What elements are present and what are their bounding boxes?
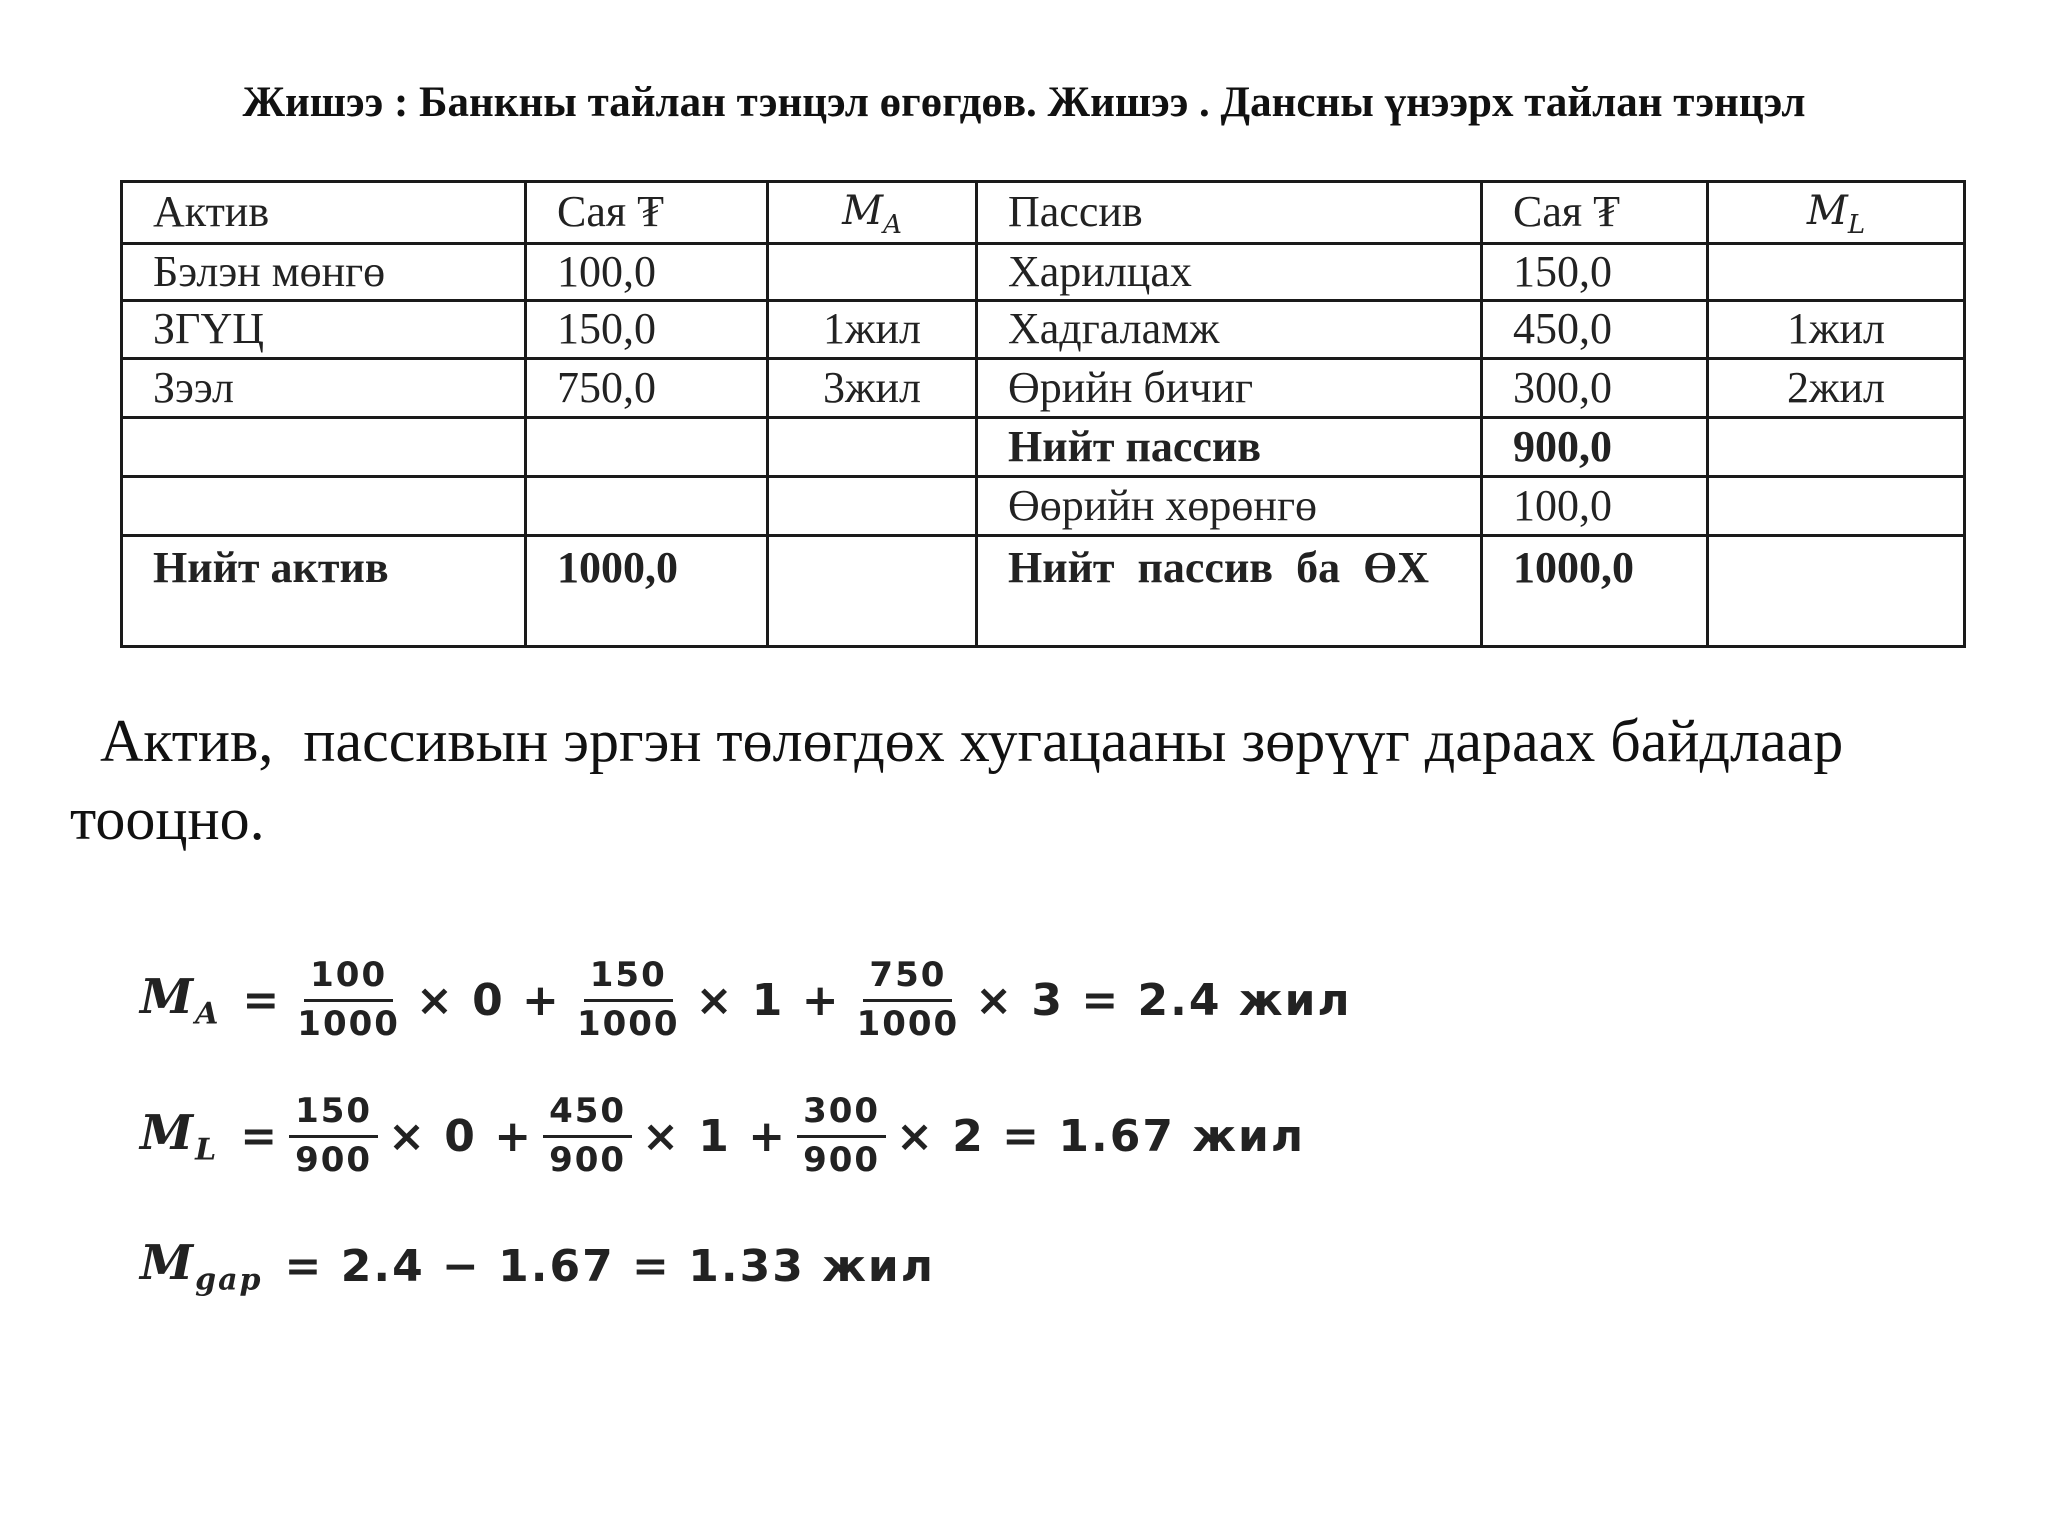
table-row bbox=[122, 244, 1965, 301]
cell-liability-amount: 300,0 bbox=[1482, 359, 1708, 418]
eq-ma-term-2: × 1 + bbox=[695, 974, 841, 1026]
explanation-paragraph: Актив, пассивын эргэн төлөгдөх хугацааны зөрүүг дараах байдлаар тооцно. bbox=[70, 708, 1859, 852]
cell-ml bbox=[1708, 244, 1965, 301]
eq-ml-term-2: × 1 + bbox=[642, 1110, 788, 1162]
cell-liability-amount: 150,0 bbox=[1482, 244, 1708, 301]
eq-ma-term-1: × 0 + bbox=[415, 974, 561, 1026]
cell-liability-amount: 450,0 bbox=[1482, 301, 1708, 359]
eq-gap-result: = 2.4 − 1.67 = 1.33 жил bbox=[284, 1240, 935, 1292]
page-heading: Жишээ : Банкны тайлан тэнцэл өгөгдөв. Жишээ . Дансны үнээрх тайлан тэнцэл bbox=[242, 79, 1806, 126]
cell-asset-amount: 150,0 bbox=[526, 301, 768, 359]
header-amount-liabilities: Сая ₮ bbox=[1482, 182, 1708, 244]
table-header-row bbox=[122, 182, 1965, 244]
equation-ma: $M_A$ = $\frac{100}{1000}$ × 0 + $\frac{150}{1000}$ × 1 + $\frac{750}{1000}$ × 3 = 2.4 жил bbox=[140, 955, 1352, 1044]
equation-ml: $M_L$ = $\frac{150}{900}$ × 0 + $\frac{450}{900}$ × 1 + $\frac{300}{900}$ × 2 = 1.67 жил bbox=[140, 1091, 1306, 1180]
table-row-total bbox=[122, 536, 1965, 647]
eq-ma-result: × 3 = 2.4 жил bbox=[975, 974, 1352, 1026]
header-ma: $M_A$ bbox=[768, 182, 977, 244]
cell-ml bbox=[1708, 418, 1965, 477]
cell-liability: Өрийн бичиг bbox=[977, 359, 1482, 418]
eq-ml-term-1: × 0 + bbox=[388, 1110, 534, 1162]
table-row bbox=[122, 301, 1965, 359]
balance-sheet-table bbox=[120, 180, 1966, 648]
eq-ma-fraction-1: $\frac{100}{1000}$ bbox=[297, 955, 400, 1044]
cell-ma bbox=[768, 477, 977, 536]
cell-ma: 1жил bbox=[768, 301, 977, 359]
header-liability: Пассив bbox=[977, 182, 1482, 244]
cell-ma bbox=[768, 244, 977, 301]
cell-equity-amount: 100,0 bbox=[1482, 477, 1708, 536]
eq-ml-fraction-1: $\frac{150}{900}$ bbox=[289, 1093, 378, 1179]
cell-asset: Бэлэн мөнгө bbox=[122, 244, 526, 301]
table-row bbox=[122, 418, 1965, 477]
table-row bbox=[122, 477, 1965, 536]
eq-ml-variable: $M_L$ bbox=[140, 1104, 219, 1168]
cell-liability: Хадгаламж bbox=[977, 301, 1482, 359]
header-ml: $M_L$ bbox=[1708, 182, 1965, 244]
cell-asset-total-amount: 1000,0 bbox=[526, 536, 768, 647]
cell-asset: Зээл bbox=[122, 359, 526, 418]
table-row bbox=[122, 359, 1965, 418]
cell-liability-equity-total: Нийт пассив ба ӨХ bbox=[977, 536, 1482, 647]
eq-ma-fraction-2: $\frac{150}{1000}$ bbox=[576, 955, 680, 1044]
cell-ml: 2жил bbox=[1708, 359, 1965, 418]
cell-asset bbox=[122, 477, 526, 536]
cell-asset-amount: 750,0 bbox=[526, 359, 768, 418]
cell-ml bbox=[1708, 477, 1965, 536]
cell-ml: 1жил bbox=[1708, 301, 1965, 359]
header-amount-assets: Сая ₮ bbox=[526, 182, 768, 244]
cell-asset: ЗГҮЦ bbox=[122, 301, 526, 359]
eq-ml-result: × 2 = 1.67 жил bbox=[896, 1110, 1306, 1162]
cell-ml bbox=[1708, 536, 1965, 647]
header-asset: Актив bbox=[122, 182, 526, 244]
cell-liability: Харилцах bbox=[977, 244, 1482, 301]
cell-liability-equity-total-amount: 1000,0 bbox=[1482, 536, 1708, 647]
cell-ma: 3жил bbox=[768, 359, 977, 418]
cell-liability-total-amount: 900,0 bbox=[1482, 418, 1708, 477]
cell-asset-amount bbox=[526, 477, 768, 536]
cell-ma bbox=[768, 418, 977, 477]
equation-gap bbox=[140, 1206, 935, 1326]
cell-ma bbox=[768, 536, 977, 647]
eq-ma-fraction-3: $\frac{750}{1000}$ bbox=[856, 955, 960, 1044]
eq-ma-variable: $M_A$ bbox=[140, 968, 221, 1032]
cell-liability-total: Нийт пассив bbox=[977, 418, 1482, 477]
cell-equity: Өөрийн хөрөнгө bbox=[977, 477, 1482, 536]
cell-asset-total: Нийт актив bbox=[122, 536, 526, 647]
cell-asset bbox=[122, 418, 526, 477]
eq-ml-fraction-2: $\frac{450}{900}$ bbox=[543, 1093, 632, 1179]
eq-ml-fraction-3: $\frac{300}{900}$ bbox=[797, 1093, 886, 1179]
cell-asset-amount bbox=[526, 418, 768, 477]
eq-gap-variable: $M_{gap}$ bbox=[140, 1234, 263, 1298]
cell-asset-amount: 100,0 bbox=[526, 244, 768, 301]
